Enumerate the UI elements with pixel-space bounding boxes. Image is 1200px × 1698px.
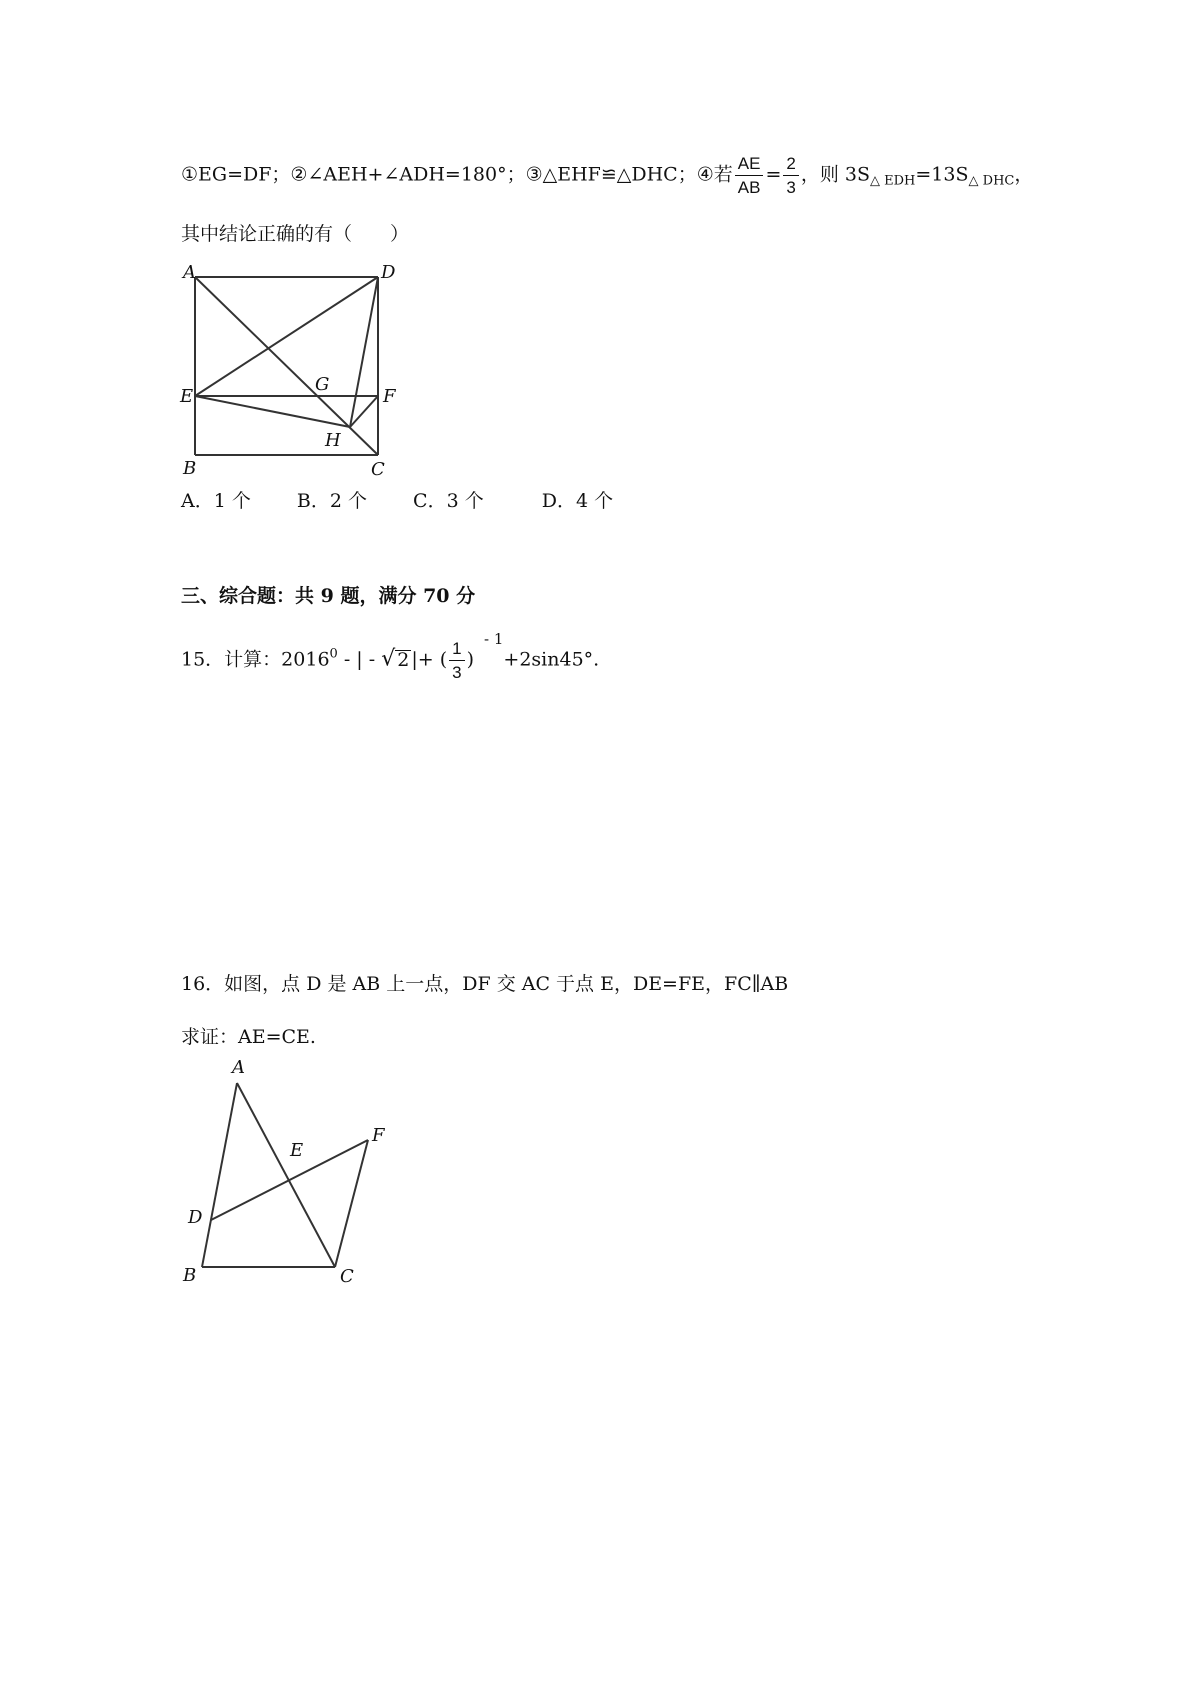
q14-conditions: ①EG=DF；②∠AEH+∠ADH=180°；③△EHF≌△DHC；④若 $\frac{AE}{AB}$ = $\frac{2}{3}$ ，则 $3S_{\triangle EDH}=13S_{\triangle DHC}$， bbox=[181, 154, 1034, 197]
option-a[interactable]: A．1 个 bbox=[181, 490, 251, 512]
label-f: F bbox=[372, 1125, 385, 1146]
option-c[interactable]: C．3 个 bbox=[413, 490, 484, 512]
q14-options bbox=[181, 492, 653, 511]
label-h: H bbox=[325, 430, 341, 451]
q15-fraction-1-3: $\frac{1}{3}$ bbox=[449, 640, 464, 681]
segment-ac bbox=[237, 1083, 335, 1267]
q14-figure bbox=[175, 262, 400, 477]
q16-prove: 求证：AE=CE. bbox=[181, 1026, 316, 1048]
label-d: D bbox=[188, 1207, 203, 1228]
q16-statement: 16．如图，点 D 是 AB 上一点，DF 交 AC 于点 E，DE=FE，FC∥AB bbox=[181, 973, 789, 995]
q14-fraction-ae-ab: $\frac{AE}{AB}$ bbox=[735, 155, 764, 196]
segment-ed bbox=[195, 277, 378, 396]
sqrt-icon: √ bbox=[381, 646, 396, 672]
segment-ab bbox=[202, 1083, 237, 1267]
label-c: C bbox=[371, 459, 385, 477]
segment-dh bbox=[350, 277, 378, 427]
label-c: C bbox=[340, 1266, 354, 1285]
segment-fc bbox=[335, 1140, 368, 1267]
label-e: E bbox=[180, 386, 194, 407]
option-d[interactable]: D．4 个 bbox=[541, 490, 614, 512]
segment-ac bbox=[195, 277, 378, 455]
label-e: E bbox=[290, 1140, 304, 1161]
label-d: D bbox=[381, 262, 396, 283]
q16-figure bbox=[175, 1055, 400, 1285]
label-a: A bbox=[232, 1057, 245, 1078]
label-b: B bbox=[183, 458, 197, 477]
q14-question: 其中结论正确的有（ ） bbox=[181, 223, 410, 245]
q14-fraction-2-3: $\frac{2}{3}$ bbox=[783, 155, 798, 196]
section-3-title: 三、综合题：共 9 题，满分 70 分 bbox=[181, 585, 476, 607]
option-b[interactable]: B．2 个 bbox=[296, 490, 367, 512]
label-b: B bbox=[183, 1265, 197, 1285]
q14-conditions-part1: ①EG=DF；②∠AEH+∠ADH=180°；③△EHF≌△DHC；④若 bbox=[181, 163, 733, 186]
label-a: A bbox=[183, 262, 196, 283]
segment-eh bbox=[195, 396, 350, 427]
label-f: F bbox=[383, 386, 396, 407]
q15-expression: 15．计算：2016$^0$ - | - √ 2 |+ ( $\frac{1}{3}$ )$^{- 1}$+2sin45°. bbox=[181, 629, 600, 682]
label-g: G bbox=[315, 374, 330, 395]
